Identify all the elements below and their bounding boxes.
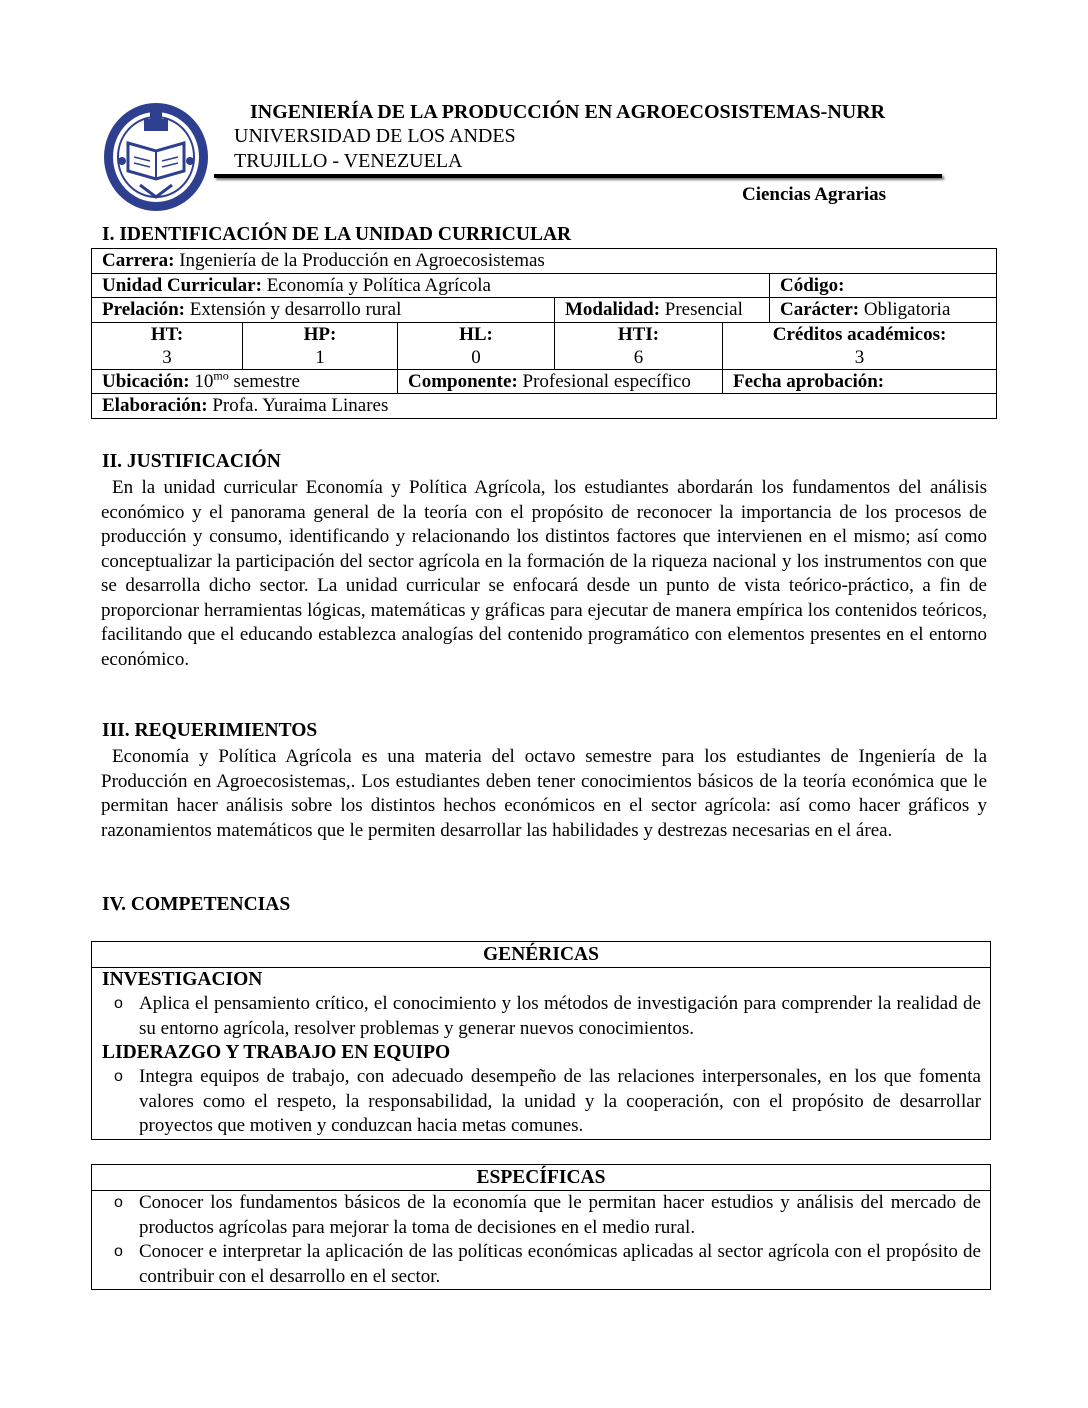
unidad-label: Unidad Curricular: (102, 274, 262, 296)
codigo-cell (770, 273, 997, 298)
caracter-label: Carácter: (780, 299, 860, 320)
justificacion-paragraph: En la unidad curricular Economía y Política Agrícola, los estudiantes abordarán los fundamentos del análisis económico y el panorama general de la teoría con el propósito de reconocer la importancia de los procesos de producción y consumo, identificando y relacionando los distintos factores que intervienen en el mismo; así como conceptualizar la participación del sector agrícola en la formación de la riqueza nacional y los instrumentos con que se desarrolla dicho sector. La unidad curricular se enfocará desde un punto de vista teórico-práctico, a fin de proporcionar herramientas lógicas, matemáticas y gráficas para ejecutar de manera empírica los contenidos teóricos, facilitando que el educando establezca analogías del contenido programático con elementos presentes en el entorno económico. (101, 477, 987, 670)
header-rule (214, 174, 942, 178)
prelacion-cell (92, 298, 555, 323)
list-item-text: Integra equipos de trabajo, con adecuado desempeño de las relaciones interpersonales, en los que fomenta valores como el respeto, la responsabilidad, la unidad y la cooperación, con el propósito de desarrollar proyectos que motiven y conduzcan hacia metas comunes. (139, 1066, 981, 1136)
hl-value: 0 (471, 346, 481, 368)
hl-label: HL: (459, 323, 493, 345)
list-item-text: Conocer los fundamentos básicos de la economía que le permitan hacer estudios y análisis del mercado de productos agrícolas para mejorar la toma de decisiones en el medio rural. (139, 1192, 981, 1238)
university-location: TRUJILLO - VENEZUELA (234, 150, 463, 172)
bullet-icon: o (114, 1068, 123, 1085)
university-seal-logo (100, 101, 212, 213)
list-item-text: Aplica el pensamiento crítico, el conocimiento y los métodos de investigación para comprender la realidad de su entorno agrícola, resolver problemas y generar nuevos conocimientos. (139, 993, 981, 1039)
prelacion-label: Prelación: (102, 299, 186, 320)
creditos-cell (723, 322, 997, 369)
codigo-label: Código: (780, 274, 845, 296)
section-requerimientos-heading: III. REQUERIMIENTOS (102, 720, 318, 741)
genericas-box (91, 941, 991, 1140)
list-item (92, 992, 990, 1041)
ht-label: HT: (150, 323, 184, 345)
bullet-icon: o (114, 1243, 123, 1260)
list-item (92, 1240, 990, 1289)
ubicacion-cell (92, 369, 398, 394)
table-row (92, 298, 997, 323)
competency-group-title: INVESTIGACION (102, 969, 263, 990)
table-row (92, 322, 997, 369)
section-identification-heading: I. IDENTIFICACIÓN DE LA UNIDAD CURRICULAR (102, 224, 572, 245)
unidad-cell (92, 273, 770, 298)
modalidad-value: Presencial (664, 299, 743, 320)
table-row (92, 273, 997, 298)
fecha-cell (723, 369, 997, 394)
table-row (92, 249, 997, 274)
hp-value: 1 (315, 346, 325, 368)
caracter-cell (770, 298, 997, 323)
elaboracion-label: Elaboración: (102, 395, 208, 416)
hl-cell (398, 322, 555, 369)
fecha-label: Fecha aprobación: (733, 370, 885, 392)
caracter-value: Obligatoria (863, 299, 951, 320)
ht-cell (92, 322, 243, 369)
hti-cell (555, 322, 723, 369)
carrera-value: Ingeniería de la Producción en Agroecosistemas (179, 250, 545, 271)
identification-table (91, 248, 997, 419)
modalidad-label: Modalidad: (565, 299, 661, 320)
ubicacion-rest: semestre (233, 370, 300, 392)
ubicacion-label: Ubicación: (102, 370, 190, 392)
table-row (92, 369, 997, 394)
carrera-label: Carrera: (102, 250, 175, 271)
ubicacion-ordinal: mo (213, 368, 229, 383)
hp-label: HP: (303, 323, 337, 345)
creditos-label: Créditos académicos: (772, 323, 947, 345)
faculty-name: Ciencias Agrarias (742, 184, 887, 205)
ht-value: 3 (162, 346, 172, 368)
creditos-value: 3 (854, 346, 865, 368)
elaboracion-cell (92, 394, 997, 419)
table-row (92, 394, 997, 419)
section-justificacion-heading: II. JUSTIFICACIÓN (102, 451, 281, 472)
prelacion-value: Extensión y desarrollo rural (189, 299, 402, 320)
list-item-text: Conocer e interpretar la aplicación de las políticas económicas aplicadas al sector agrícola con el propósito de contribuir con el desarrollo en el sector. (139, 1241, 981, 1287)
modalidad-cell (555, 298, 770, 323)
university-name: UNIVERSIDAD DE LOS ANDES (234, 125, 516, 147)
list-item (92, 1191, 990, 1240)
competency-group-title: LIDERAZGO Y TRABAJO EN EQUIPO (102, 1042, 451, 1063)
bullet-icon: o (114, 1194, 123, 1211)
requerimientos-paragraph: Economía y Política Agrícola es una materia del octavo semestre para los estudiantes de Ingeniería de la Producción en Agroecosistemas,. Los estudiantes deben tener conocimientos básicos de la teoría económica que le permitan hacer análisis sobre los distintos hechos económicos en el sector agrícola: así como hacer gráficos y razonamientos matemáticos que le permiten desarrollar las habilidades y destrezas necesarias en el área. (101, 746, 987, 841)
hti-label: HTI: (617, 323, 660, 345)
program-title: INGENIERÍA DE LA PRODUCCIÓN EN AGROECOSISTEMAS-NURR (250, 101, 886, 123)
genericas-title: GENÉRICAS (92, 942, 990, 968)
bullet-icon: o (114, 995, 123, 1012)
elaboracion-value: Profa. Yuraima Linares (212, 395, 389, 416)
componente-cell (398, 369, 723, 394)
list-item (92, 1065, 990, 1139)
unidad-value: Economía y Política Agrícola (266, 274, 491, 296)
especificas-box (91, 1164, 991, 1290)
especificas-title: ESPECÍFICAS (92, 1165, 990, 1191)
hp-cell (243, 322, 398, 369)
section-competencias-heading: IV. COMPETENCIAS (102, 894, 291, 915)
hti-value: 6 (633, 346, 644, 368)
componente-value: Profesional específico (522, 370, 691, 392)
ubicacion-number: 10 (194, 370, 214, 392)
componente-label: Componente: (408, 370, 518, 392)
carrera-cell (92, 249, 997, 274)
seal-motto: VERITAS (143, 205, 169, 211)
